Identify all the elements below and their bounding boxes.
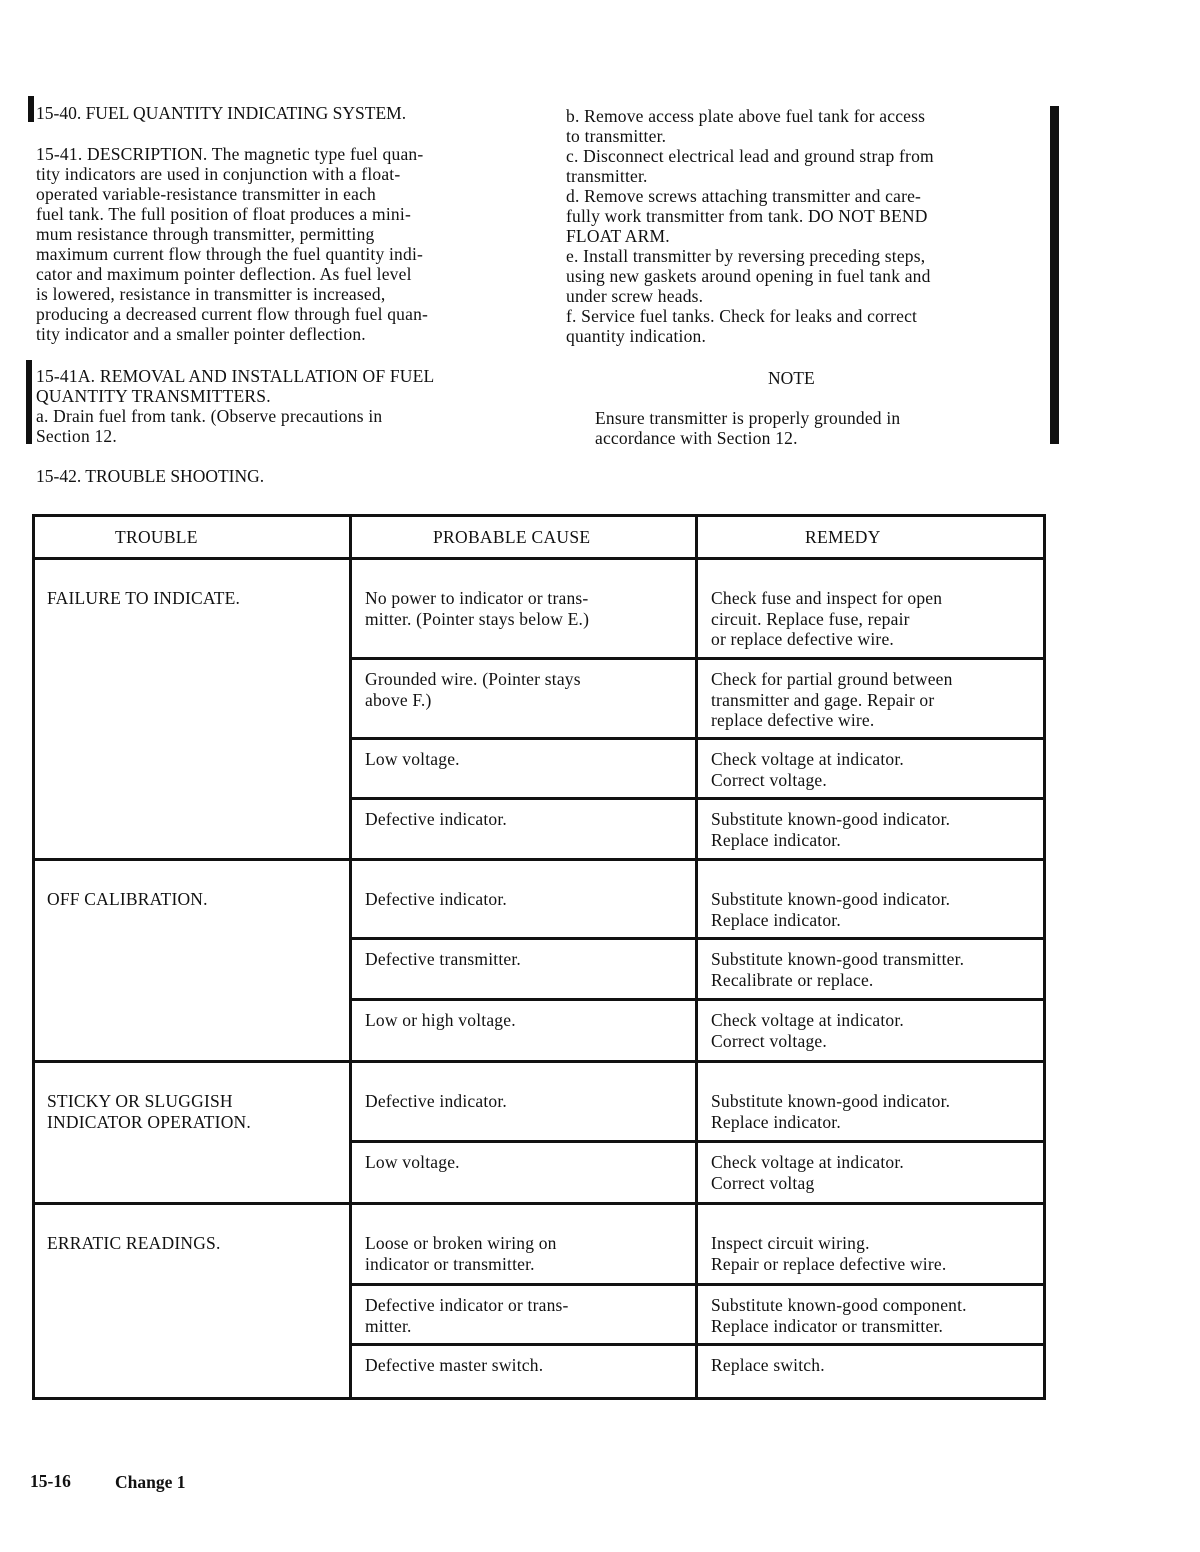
remedy-cell-line: Substitute known-good indicator. <box>711 809 951 829</box>
remedy-cell <box>711 809 950 850</box>
cause-cell-line: Grounded wire. (Pointer stays <box>365 669 581 689</box>
step-line: under screw heads. <box>566 286 704 306</box>
cause-cell <box>365 949 521 970</box>
section-15-41a-removal <box>36 366 434 446</box>
step-line: b. Remove access plate above fuel tank for access <box>566 106 926 126</box>
cause-cell <box>365 1091 507 1112</box>
change-bar-right <box>1050 106 1059 444</box>
description-line: tity indicators are used in conjunction with a float- <box>36 164 401 184</box>
trouble-cell <box>47 588 240 609</box>
remedy-cell-line: Check fuse and inspect for open <box>711 588 943 608</box>
cause-cell-line: mitter. <box>365 1315 412 1336</box>
cause-cell <box>365 749 460 770</box>
cause-cell-line: Defective indicator. <box>365 889 507 909</box>
trouble-cell <box>47 1233 221 1254</box>
row-divider <box>349 937 1046 940</box>
description-line: producing a decreased current flow through fuel quan- <box>36 304 429 324</box>
cause-cell-line: Defective indicator or trans- <box>365 1295 569 1315</box>
note-line: Ensure transmitter is properly grounded in <box>595 408 901 428</box>
cause-cell-line: above F.) <box>365 689 432 710</box>
trouble-cell-line: OFF CALIBRATION. <box>47 889 208 909</box>
remedy-cell-line: Check voltage at indicator. <box>711 1152 904 1172</box>
remedy-cell-line: Substitute known-good indicator. <box>711 889 951 909</box>
remedy-cell-line: Substitute known-good transmitter. <box>711 949 965 969</box>
page-number: 15-16 <box>30 1471 71 1491</box>
remedy-cell-line: replace defective wire. <box>711 710 875 730</box>
removal-steps <box>566 106 934 346</box>
cause-cell-line: Low or high voltage. <box>365 1010 516 1030</box>
step-line: transmitter. <box>566 166 648 186</box>
removal-line: a. Drain fuel from tank. (Observe precautions in <box>36 406 383 426</box>
table-header-remedy: REMEDY <box>805 527 881 547</box>
description-line: is lowered, resistance in transmitter is increased, <box>36 284 386 304</box>
cause-cell <box>365 1152 460 1173</box>
row-divider <box>349 797 1046 800</box>
removal-line: Section 12. <box>36 426 117 446</box>
trouble-cell-line: INDICATOR OPERATION. <box>47 1111 251 1132</box>
remedy-cell-line: or replace defective wire. <box>711 629 895 649</box>
remedy-cell-line: Recalibrate or replace. <box>711 969 874 990</box>
remedy-cell-line: Replace indicator. <box>711 909 841 930</box>
description-line: maximum current flow through the fuel quantity indi- <box>36 244 424 264</box>
step-line: c. Disconnect electrical lead and ground strap from <box>566 146 934 166</box>
cause-cell-line: Low voltage. <box>365 1152 460 1172</box>
row-divider <box>349 1283 1046 1286</box>
section-15-40-heading: 15-40. FUEL QUANTITY INDICATING SYSTEM. <box>36 103 407 123</box>
removal-line: 15-41A. REMOVAL AND INSTALLATION OF FUEL <box>36 366 435 386</box>
remedy-cell <box>711 1295 967 1336</box>
trouble-cell <box>47 1091 251 1132</box>
cause-cell-line: indicator or transmitter. <box>365 1253 535 1274</box>
row-divider <box>349 657 1046 660</box>
cause-cell-line: Loose or broken wiring on <box>365 1233 557 1253</box>
change-label: Change 1 <box>115 1472 186 1492</box>
trouble-cell-line: FAILURE TO INDICATE. <box>47 588 241 608</box>
remedy-cell <box>711 669 953 731</box>
step-line: to transmitter. <box>566 126 667 146</box>
step-line: FLOAT ARM. <box>566 226 670 246</box>
cause-cell <box>365 588 589 629</box>
remedy-cell-line: Correct voltage. <box>711 1030 827 1051</box>
step-line: e. Install transmitter by reversing preceding steps, <box>566 246 926 266</box>
change-bar-15-41a <box>26 360 32 444</box>
cause-cell-line: No power to indicator or trans- <box>365 588 589 608</box>
cause-cell <box>365 809 507 830</box>
remedy-cell-line: Replace indicator. <box>711 1111 841 1132</box>
remedy-cell-line: Correct voltage. <box>711 769 827 790</box>
remedy-cell <box>711 588 942 650</box>
remedy-cell <box>711 1233 946 1274</box>
row-divider <box>349 1343 1046 1346</box>
remedy-cell-line: transmitter and gage. Repair or <box>711 689 935 710</box>
remedy-cell <box>711 889 950 930</box>
section-15-42-heading: 15-42. TROUBLE SHOOTING. <box>36 466 265 486</box>
cause-cell <box>365 889 507 910</box>
change-bar-15-40 <box>28 96 34 122</box>
group-divider <box>32 858 1046 861</box>
cause-cell-line: mitter. (Pointer stays below E.) <box>365 608 590 629</box>
remedy-cell-line: Inspect circuit wiring. <box>711 1233 870 1253</box>
remedy-cell-line: Check voltage at indicator. <box>711 1010 904 1030</box>
cause-cell <box>365 1355 543 1376</box>
description-line: tity indicator and a smaller pointer deflection. <box>36 324 366 344</box>
step-line: f. Service fuel tanks. Check for leaks and correct <box>566 306 918 326</box>
description-line: mum resistance through transmitter, permitting <box>36 224 375 244</box>
cause-cell <box>365 1010 516 1031</box>
remedy-cell <box>711 1355 825 1376</box>
description-line: fuel tank. The full position of float produces a mini- <box>36 204 411 224</box>
row-divider <box>349 998 1046 1001</box>
remedy-cell-line: Correct voltag <box>711 1172 815 1193</box>
remedy-cell-line: Replace switch. <box>711 1355 825 1375</box>
removal-line: QUANTITY TRANSMITTERS. <box>36 386 271 406</box>
cause-cell-line: Defective indicator. <box>365 1091 507 1111</box>
remedy-cell-line: Replace indicator or transmitter. <box>711 1315 944 1336</box>
section-15-41-description <box>36 144 428 344</box>
column-divider-cause <box>349 514 352 1400</box>
row-divider <box>349 737 1046 740</box>
cause-cell-line: Defective master switch. <box>365 1355 544 1375</box>
remedy-cell-line: Substitute known-good indicator. <box>711 1091 951 1111</box>
cause-cell <box>365 669 581 710</box>
description-line: cator and maximum pointer deflection. As fuel level <box>36 264 412 284</box>
cause-cell <box>365 1295 569 1336</box>
remedy-cell-line: Check for partial ground between <box>711 669 953 689</box>
cause-cell-line: Defective indicator. <box>365 809 507 829</box>
note-title: NOTE <box>768 368 815 388</box>
trouble-cell-line: ERRATIC READINGS. <box>47 1233 221 1253</box>
row-divider <box>349 1140 1046 1143</box>
table-header-probable-cause: PROBABLE CAUSE <box>433 527 591 547</box>
cause-cell-line: Defective transmitter. <box>365 949 522 969</box>
step-line: using new gaskets around opening in fuel tank and <box>566 266 931 286</box>
step-line: d. Remove screws attaching transmitter and care- <box>566 186 922 206</box>
header-divider <box>32 557 1046 560</box>
remedy-cell <box>711 1010 904 1051</box>
remedy-cell-line: Substitute known-good component. <box>711 1295 967 1315</box>
cause-cell <box>365 1233 557 1274</box>
remedy-cell <box>711 1152 904 1193</box>
remedy-cell-line: Check voltage at indicator. <box>711 749 904 769</box>
note-line: accordance with Section 12. <box>595 428 798 448</box>
column-divider-remedy <box>695 514 698 1400</box>
remedy-cell <box>711 949 964 990</box>
trouble-cell-line: STICKY OR SLUGGISH <box>47 1091 233 1111</box>
table-header-trouble: TROUBLE <box>115 527 198 547</box>
description-line: 15-41. DESCRIPTION. The magnetic type fuel quan- <box>36 144 424 164</box>
step-line: fully work transmitter from tank. DO NOT BEND <box>566 206 928 226</box>
step-line: quantity indication. <box>566 326 707 346</box>
group-divider <box>32 1060 1046 1063</box>
cause-cell-line: Low voltage. <box>365 749 460 769</box>
note-body <box>595 408 900 448</box>
remedy-cell <box>711 749 904 790</box>
remedy-cell-line: circuit. Replace fuse, repair <box>711 608 910 629</box>
remedy-cell-line: Repair or replace defective wire. <box>711 1253 947 1274</box>
remedy-cell <box>711 1091 950 1132</box>
group-divider <box>32 1202 1046 1205</box>
trouble-cell <box>47 889 208 910</box>
description-line: operated variable-resistance transmitter in each <box>36 184 376 204</box>
remedy-cell-line: Replace indicator. <box>711 829 841 850</box>
